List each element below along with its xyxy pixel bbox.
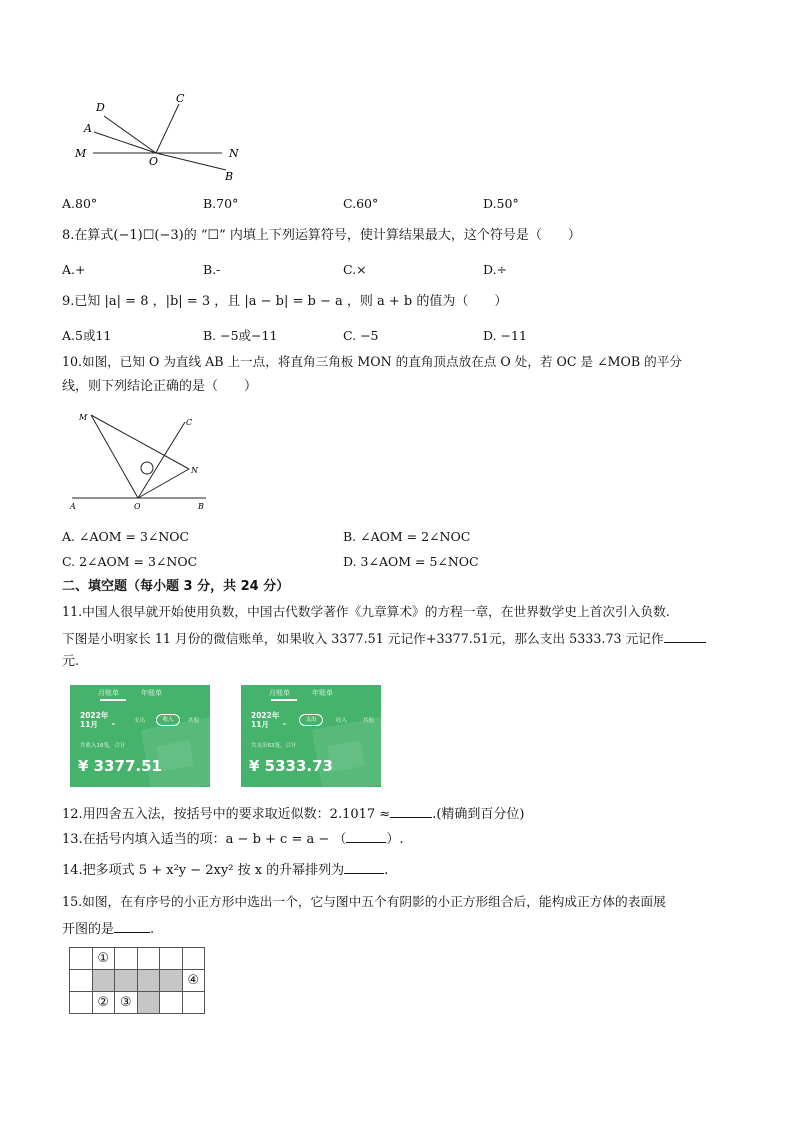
card1-amount: ¥ 3377.51 — [78, 757, 162, 775]
fig7-label-c: C — [176, 92, 185, 105]
q8-prefix: 8.在算式 — [62, 228, 114, 243]
grid-cell — [160, 992, 183, 1014]
card2-filter-income[interactable]: 收入 — [336, 718, 348, 724]
fig10-label-n: N — [191, 466, 198, 475]
card2-amount: ¥ 5333.73 — [249, 757, 333, 775]
card2-tab-underline — [271, 699, 297, 701]
fig7-label-n: N — [229, 147, 239, 160]
q14-answer-blank[interactable] — [344, 859, 384, 874]
card1-tab-monthly[interactable]: 月账单 — [98, 689, 119, 697]
q12-prefix: 12.用四舍五入法，按括号中的要求取近似数：2.1017 ≈ — [62, 807, 391, 822]
grid-cell — [115, 948, 138, 970]
q10-question-line2: 线，则下列结论正确的是（ ） — [62, 379, 258, 394]
q11-line2-text: 下图是小明家长 11 月份的微信账单，如果收入 3377.51 元记作+3377.51元，那么支出 5333.73 元记作 — [62, 631, 664, 646]
card1-filter-income[interactable]: 收入 — [156, 714, 180, 726]
q13-prefix: 13.在括号内填入适当的项：a − b + c = a − （ — [62, 832, 347, 847]
q15-line2 — [62, 918, 154, 939]
grid-cell-shaded — [137, 970, 160, 992]
fig7-label-o: O — [149, 155, 159, 168]
q10-figure — [64, 405, 214, 515]
q15-line1: 15.如图，在有序号的小正方形中选出一个，它与图中五个有阴影的小正方形组合后，能构成正方体的表面展 — [62, 894, 666, 909]
chevron-down-icon[interactable]: ⌄ — [281, 718, 288, 727]
chevron-down-icon[interactable]: ⌄ — [110, 718, 117, 727]
grid-cell — [137, 948, 160, 970]
q9-question: 9.已知 |a| = 8 ，|b| = 3 ，且 |a − b| = b − a ，则 a + b 的值为（ ） — [62, 294, 508, 309]
card1-summary: 共收入16笔，合计 — [80, 743, 126, 749]
card2-year: 2022年 — [251, 711, 280, 720]
q14-suffix: . — [384, 863, 389, 878]
card2-filter-other[interactable]: 其他 — [363, 718, 375, 724]
card1-month: 11月 — [80, 720, 98, 729]
q8-suffix: 的 “☐” 内填上下列运算符号，使计算结果最大，这个符号是（ ） — [183, 228, 581, 243]
grid-cell-3[interactable]: ③ — [115, 992, 138, 1014]
q7-option-a[interactable]: A.80° — [62, 196, 98, 211]
grid-cell-shaded — [92, 970, 115, 992]
q9-option-b[interactable]: B. −5或−11 — [203, 328, 278, 343]
fig10-label-c: C — [186, 418, 193, 427]
q10-option-a[interactable]: A. ∠AOM = 3∠NOC — [62, 529, 190, 544]
q12-answer-blank[interactable] — [390, 803, 432, 818]
q14-question — [62, 859, 388, 880]
q9-option-a[interactable]: A.5或11 — [62, 328, 112, 343]
wallet-card-expense — [241, 685, 381, 787]
q15-answer-blank[interactable] — [114, 918, 150, 933]
q13-answer-blank[interactable] — [346, 828, 386, 843]
q14-prefix: 14.把多项式 5 + x²y − 2xy² 按 x 的升幂排列为 — [62, 863, 345, 878]
q9-option-c[interactable]: C. −5 — [343, 328, 379, 343]
fig10-label-o: O — [134, 502, 141, 511]
grid-cell — [70, 970, 93, 992]
card2-tab-monthly[interactable]: 月账单 — [269, 689, 290, 697]
grid-cell — [182, 992, 205, 1014]
grid-cell-1[interactable]: ① — [92, 948, 115, 970]
q7-option-c[interactable]: C.60° — [343, 196, 379, 211]
grid-cell-shaded — [115, 970, 138, 992]
fig7-label-m: M — [75, 147, 87, 160]
q8-option-c[interactable]: C.× — [343, 262, 367, 277]
card2-month: 11月 — [251, 720, 269, 729]
q8-expression: (−1)☐(−3) — [113, 228, 184, 243]
q11-line3: 元. — [62, 654, 80, 669]
q13-question — [62, 828, 404, 849]
fig7-label-d: D — [96, 101, 105, 114]
fig10-label-m: M — [79, 413, 88, 422]
wallet-card-income — [70, 685, 210, 787]
grid-cell — [182, 948, 205, 970]
q10-option-b[interactable]: B. ∠AOM = 2∠NOC — [343, 529, 471, 544]
q8-option-a[interactable]: A.+ — [62, 262, 86, 277]
card2-filter-expense[interactable]: 支出 — [299, 714, 323, 726]
card2-tab-yearly[interactable]: 年账单 — [312, 689, 333, 697]
q11-answer-blank[interactable] — [664, 628, 706, 643]
q12-suffix: .(精确到百分位) — [432, 807, 525, 822]
section-heading-fill-in: 二、填空题（每小题 3 分，共 24 分） — [62, 579, 290, 594]
q15-line2-suffix: . — [150, 922, 155, 937]
q15-grid — [69, 947, 205, 1014]
q11-line2 — [62, 628, 706, 648]
q10-option-d[interactable]: D. 3∠AOM = 5∠NOC — [343, 554, 479, 569]
q13-suffix: ）. — [386, 832, 404, 847]
q7-figure — [72, 90, 252, 185]
grid-cell-4[interactable]: ④ — [182, 970, 205, 992]
grid-cell — [160, 948, 183, 970]
q7-option-b[interactable]: B.70° — [203, 196, 239, 211]
card1-filter-other[interactable]: 其他 — [188, 718, 200, 724]
q8-option-d[interactable]: D.÷ — [483, 262, 508, 277]
grid-cell-2[interactable]: ② — [92, 992, 115, 1014]
grid-cell-shaded — [137, 992, 160, 1014]
grid-cell — [70, 992, 93, 1014]
card2-date — [251, 711, 279, 729]
card1-filter-expense[interactable]: 支出 — [134, 718, 146, 724]
q8-question — [62, 227, 581, 245]
card1-tab-yearly[interactable]: 年账单 — [141, 689, 162, 697]
q8-option-b[interactable]: B.- — [203, 262, 221, 277]
q9-option-d[interactable]: D. −11 — [483, 328, 527, 343]
card1-date — [80, 711, 108, 729]
fig10-label-b: B — [198, 502, 204, 511]
q10-option-c[interactable]: C. 2∠AOM = 3∠NOC — [62, 554, 198, 569]
q7-option-d[interactable]: D.50° — [483, 196, 519, 211]
fig7-label-b: B — [225, 170, 234, 183]
card1-year: 2022年 — [80, 711, 109, 720]
grid-cell — [70, 948, 93, 970]
fig7-label-a: A — [84, 122, 92, 135]
q11-line1: 11.中国人很早就开始使用负数，中国古代数学著作《九章算术》的方程一章，在世界数学史上首次引入负数. — [62, 604, 670, 619]
grid-cell-shaded — [160, 970, 183, 992]
q12-question — [62, 803, 524, 824]
q10-question-line1: 10.如图，已知 O 为直线 AB 上一点，将直角三角板 MON 的直角顶点放在点 O 处，若 OC 是 ∠MOB 的平分 — [62, 354, 682, 369]
q15-line2-text: 开图的是 — [62, 922, 115, 937]
card1-tab-underline — [100, 699, 126, 701]
card2-summary: 共支出63笔，合计 — [251, 743, 297, 749]
fig10-label-a: A — [70, 502, 76, 511]
